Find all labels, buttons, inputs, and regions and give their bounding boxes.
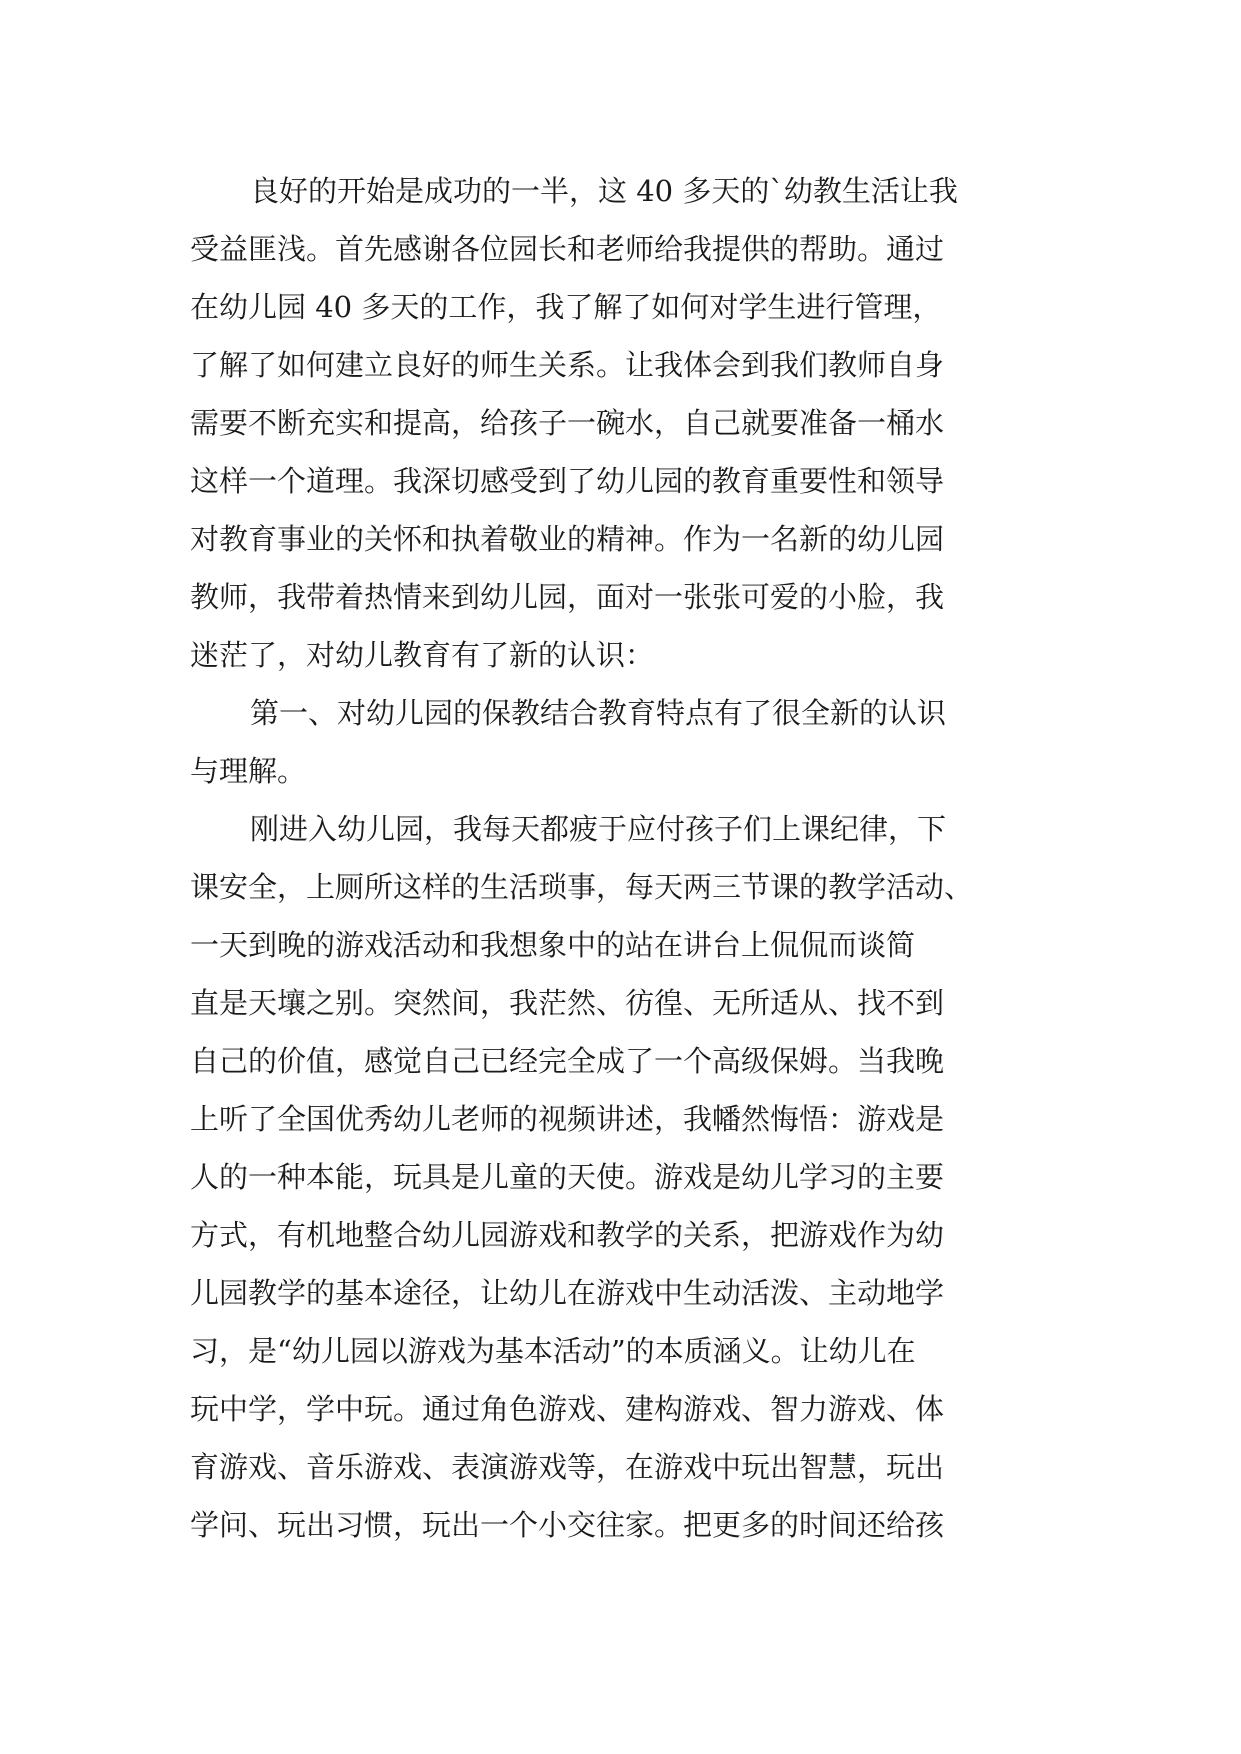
paragraph-3-line-7: 人的一种本能，玩具是儿童的天使。游戏是幼儿学习的主要 [190, 1160, 945, 1194]
paragraph-3-line-4: 直是天壤之别。突然间，我茫然、彷徨、无所适从、找不到 [190, 986, 945, 1020]
paragraph-1-line-4: 了解了如何建立良好的师生关系。让我体会到我们教师自身 [190, 348, 945, 382]
paragraph-2-line-2: 与理解。 [190, 754, 307, 788]
paragraph-3-line-12: 育游戏、音乐游戏、表演游戏等，在游戏中玩出智慧，玩出 [190, 1450, 945, 1484]
paragraph-1-line-2: 受益匪浅。首先感谢各位园长和老师给我提供的帮助。通过 [190, 232, 945, 266]
paragraph-3-line-8: 方式，有机地整合幼儿园游戏和教学的关系，把游戏作为幼 [190, 1218, 945, 1252]
paragraph-1-line-9: 迷茫了，对幼儿教育有了新的认识： [190, 638, 655, 672]
paragraph-3-line-10: 习，是“幼儿园以游戏为基本活动”的本质涵义。让幼儿在 [190, 1334, 916, 1368]
paragraph-2-line-1: 第一、对幼儿园的保教结合教育特点有了很全新的认识 [250, 696, 947, 730]
paragraph-1-line-8: 教师，我带着热情来到幼儿园，面对一张张可爱的小脸，我 [190, 580, 945, 614]
paragraph-3-line-6: 上听了全国优秀幼儿老师的视频讲述，我幡然悔悟：游戏是 [190, 1102, 945, 1136]
paragraph-1-line-6: 这样一个道理。我深切感受到了幼儿园的教育重要性和领导 [190, 464, 945, 498]
paragraph-3-line-5: 自己的价值，感觉自己已经完全成了一个高级保姆。当我晚 [190, 1044, 945, 1078]
paragraph-1-line-3: 在幼儿园 40 多天的工作，我了解了如何对学生进行管理， [190, 290, 942, 324]
paragraph-3-line-1: 刚进入幼儿园，我每天都疲于应付孩子们上课纪律，下 [250, 812, 947, 846]
paragraph-3-line-9: 儿园教学的基本途径，让幼儿在游戏中生动活泼、主动地学 [190, 1276, 945, 1310]
paragraph-1-line-7: 对教育事业的关怀和执着敬业的精神。作为一名新的幼儿园 [190, 522, 945, 556]
paragraph-1-line-5: 需要不断充实和提高，给孩子一碗水，自己就要准备一桶水 [190, 406, 945, 440]
paragraph-3-line-13: 学问、玩出习惯，玩出一个小交往家。把更多的时间还给孩 [190, 1508, 945, 1542]
paragraph-3-line-11: 玩中学，学中玩。通过角色游戏、建构游戏、智力游戏、体 [190, 1392, 945, 1426]
paragraph-3-line-2: 课安全，上厕所这样的生活琐事，每天两三节课的教学活动、 [190, 870, 974, 904]
document-body [190, 162, 1060, 1554]
paragraph-3-line-3: 一天到晚的游戏活动和我想象中的站在讲台上侃侃而谈简 [190, 928, 916, 962]
paragraph-1-line-1: 良好的开始是成功的一半，这 40 多天的`幼教生活让我 [250, 174, 958, 208]
